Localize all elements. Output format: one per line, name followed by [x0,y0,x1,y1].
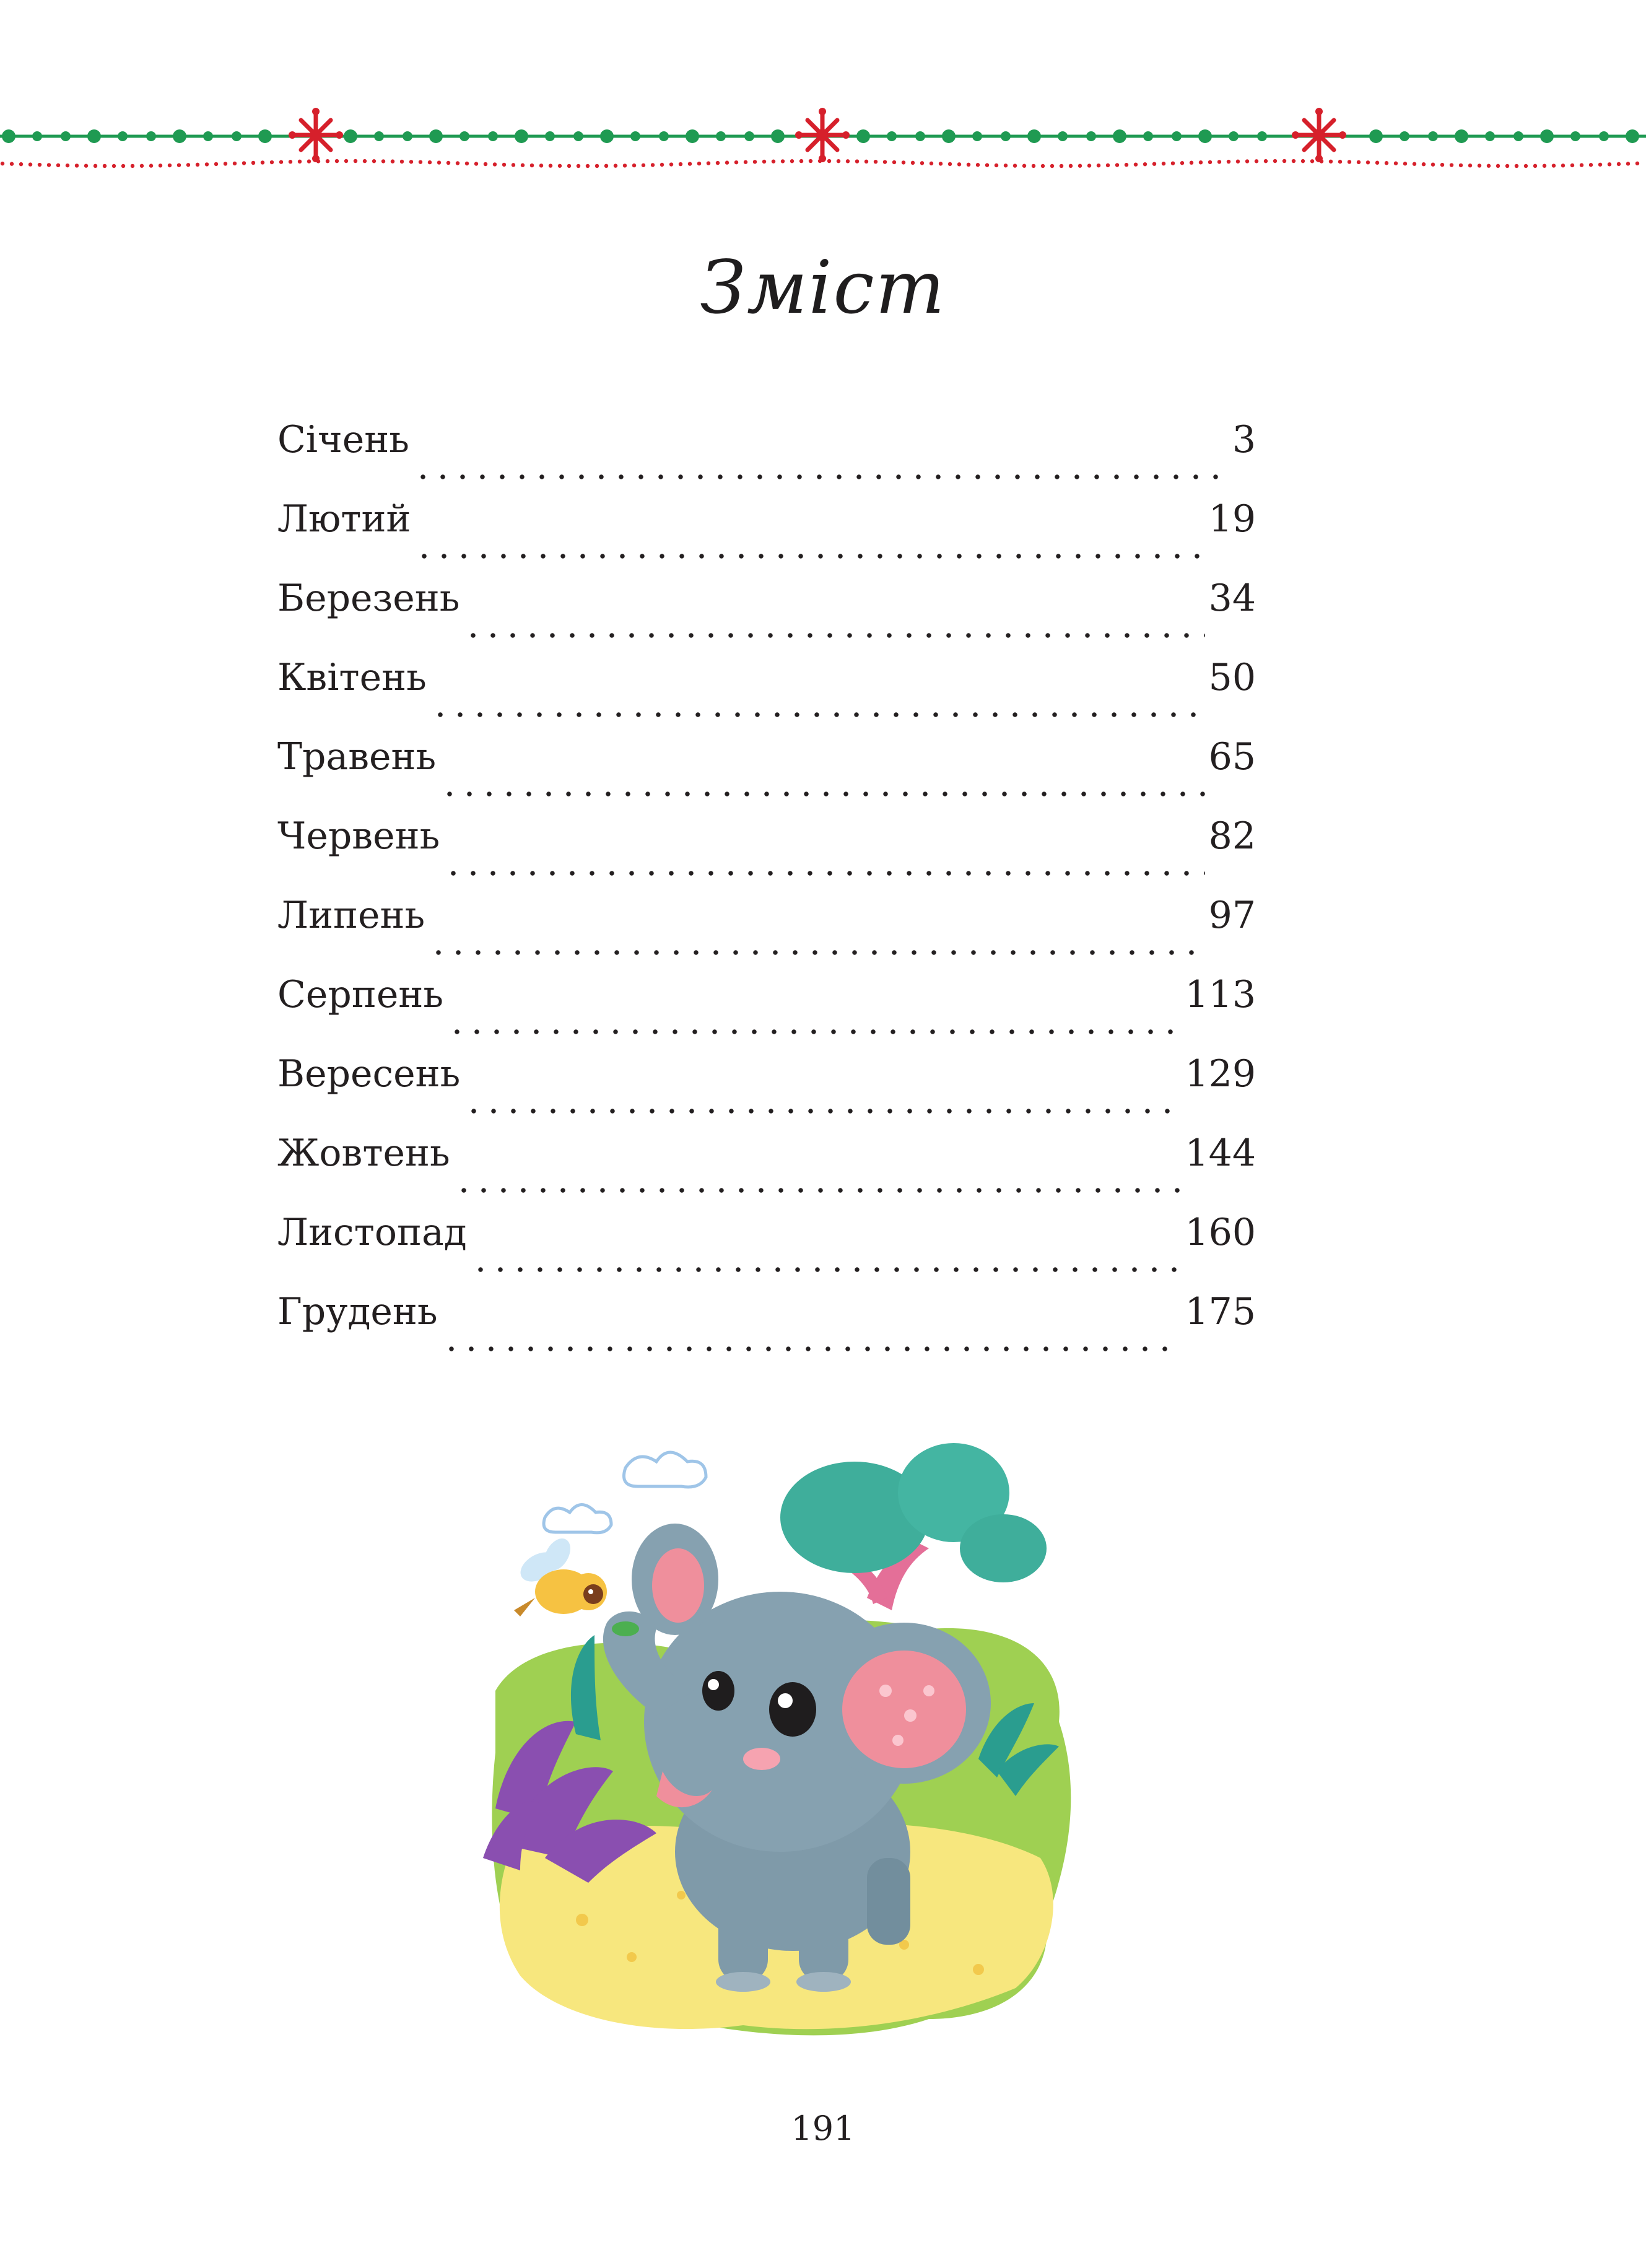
garland-red-dot [1310,159,1314,163]
garland-red-dot [781,159,785,163]
garland-red-dot [1097,164,1100,167]
garland-red-dot [1617,162,1621,166]
garland-bead [1513,131,1523,141]
garland-bead [32,131,42,141]
toc-entry-title: Жовтень [277,1132,450,1175]
garland-red-dot [437,160,441,164]
garland-red-dot [512,163,515,167]
garland-red-dot [1487,164,1491,168]
garland-red-dot [1301,159,1305,163]
toc-entry-page: 50 [1208,656,1256,699]
toc-entry-title: Листопад [277,1211,467,1254]
garland-red-dot [1375,161,1379,165]
toc-entry-page: 113 [1185,973,1256,1016]
garland-red-dot [1366,160,1370,164]
garland-red-dot [1,162,4,165]
garland-red-dot [586,164,590,168]
garland-red-dot [697,162,701,165]
garland-red-dot [186,163,190,167]
garland-red-dot [725,160,729,164]
garland-red-dot [1496,164,1500,168]
garland-red-dot [762,160,766,164]
garland-red-dot [289,160,292,164]
toc-entry-page: 175 [1185,1290,1256,1333]
toc-entry-title: Березень [277,577,460,620]
baby-elephant-illustration [471,1424,1090,2056]
toc-entry-page: 19 [1208,497,1256,541]
garland-red-dot [799,159,803,163]
garland-red-dot [1078,164,1082,167]
garland-red-dot [1413,162,1416,166]
garland-red-dot [1255,159,1258,163]
garland-red-dot [205,162,209,166]
garland-red-dot [456,161,459,165]
garland-red-dot [279,160,283,164]
garland-red-dot [716,161,720,165]
garland-red-dot [326,159,329,163]
garland-red-dot [94,164,97,168]
toc-entry[interactable] [277,652,1256,731]
toc-entry-page: 144 [1185,1132,1256,1175]
toc-entry-title: Січень [277,418,409,461]
garland-red-dot [344,159,348,163]
toc-entry-title: Грудень [277,1290,438,1333]
garland-red-dot [1180,161,1184,165]
garland-red-dot [1348,160,1351,164]
garland-red-dot [502,163,506,167]
dot-leader [440,762,1204,799]
garland-red-dot [995,164,998,167]
toc-entry-title: Вересень [277,1052,461,1096]
garland-red-dot [679,162,682,166]
garland-red-dot [1561,164,1565,167]
garland-red-dot [363,159,367,163]
garland-red-dot [577,164,580,168]
garland-red-dot [19,162,23,166]
garland-bead [87,129,101,143]
garland-red-dot [121,164,125,168]
garland-red-dot [688,162,692,165]
garland-bead [1626,129,1639,143]
garland-red-dot [1422,162,1426,166]
garland-red-dot [1273,159,1277,163]
toc-entry[interactable] [277,969,1256,1048]
garland-red-dot [1338,160,1342,164]
garland-red-dot [1264,159,1268,163]
garland-red-dot [1533,164,1537,168]
garland-red-dot [493,162,497,166]
garland-red-dot [1217,160,1221,164]
garland-red-dot [1227,160,1230,164]
toc-entry[interactable] [277,414,1256,493]
page-title: Зміст [700,245,946,330]
garland-red-dot [1570,164,1574,167]
garland-red-dot [530,164,534,167]
garland-red-dot [1589,163,1593,167]
garland-red-dot [1115,163,1119,167]
snowflake-icon [289,108,343,162]
garland-red-dot [1478,164,1481,167]
toc-entry[interactable] [277,731,1256,810]
garland-red-dot [632,164,636,167]
garland-bead [1027,129,1041,143]
garland-red-dot [558,164,562,168]
garland-red-dot [1552,164,1556,167]
garland-bead [403,131,412,141]
garland-red-dot [233,162,237,165]
garland-bead [2,129,15,143]
garland-bead [203,131,213,141]
garland-red-dot [567,164,571,168]
garland-bead [1001,131,1011,141]
garland-bead [744,131,754,141]
garland-red-dot [214,162,218,166]
garland-bead [258,129,272,143]
dot-leader [430,683,1205,720]
garland-red-dot [1282,159,1286,163]
garland-bead [1257,131,1267,141]
garland-red-dot [1125,163,1128,167]
garland-red-dot [920,161,924,165]
garland-red-dot [1236,160,1240,164]
garland-bead [118,131,128,141]
dot-leader [442,1317,1182,1354]
garland-red-dot [75,164,79,167]
garland-red-dot [604,164,608,168]
garland-red-dot [242,161,246,165]
garland-red-dot [1041,164,1045,168]
garland-bead [887,131,897,141]
garland-red-dot [809,159,812,163]
garland-red-dot [883,160,887,164]
toc-entry-page: 129 [1185,1052,1256,1096]
garland-red-dot [549,164,552,167]
garland-red-dot [270,160,274,164]
garland-red-dot [1524,164,1528,168]
garland-bead [1540,129,1554,143]
garland-red-dot [1403,162,1407,165]
toc-entry[interactable] [277,1206,1256,1286]
garland-red-dot [131,164,134,168]
garland-red-dot [1143,162,1147,166]
garland-red-dot [1543,164,1546,168]
garland-red-dot [38,163,41,167]
toc-entry[interactable] [277,1127,1256,1206]
garland-red-dot [298,160,302,164]
garland-bead [630,131,640,141]
garland-bead [1229,131,1239,141]
garland-red-dot [1208,160,1212,164]
garland-red-dot [28,162,32,166]
garland-red-dot [419,160,422,164]
garland-red-dot [1598,163,1602,167]
garland-red-dot [428,160,432,164]
garland-red-dot [837,159,840,163]
garland-red-dot [1515,164,1518,168]
garland-red-dot [753,160,757,164]
garland-bead [573,131,583,141]
toc-entry[interactable] [277,572,1256,652]
garland-red-dot [354,159,357,163]
garland-red-dot [1134,162,1138,166]
garland-red-dot [967,163,970,167]
garland-red-dot [56,164,60,167]
garland-bead [1369,129,1383,143]
garland-red-dot [827,159,831,163]
garland-bead [1143,131,1153,141]
garland-bead [545,131,555,141]
garland-red-dot [1022,164,1026,168]
garland-bead [659,131,669,141]
garland-red-dot [1199,160,1203,164]
garland-red-dot [864,160,868,164]
garland-bead [942,129,956,143]
garland-red-dot [168,164,172,167]
garland-bead [600,129,614,143]
garland-red-dot [1385,161,1388,165]
garland-red-dot [985,163,989,167]
garland-red-dot [1580,163,1583,167]
dot-leader [413,445,1229,482]
garland-bead [374,131,384,141]
garland-red-dot [1087,164,1091,167]
toc-entry-page: 34 [1208,577,1256,620]
garland-red-dot [1292,159,1295,163]
garland-bead [1198,129,1212,143]
garland-red-dot [772,159,775,163]
garland-bead [232,131,242,141]
garland-bead [972,131,982,141]
dot-leader [471,1237,1182,1275]
toc-entry-page: 3 [1232,418,1256,461]
garland-red-dot [1004,164,1008,167]
garland-red-dot [1357,160,1361,164]
garland-red-dot [1106,164,1110,167]
toc-entry-page: 97 [1208,894,1256,937]
garland-red-dot [261,160,264,164]
garland-red-dot [465,162,469,165]
garland-red-dot [474,162,478,165]
garland-red-dot [614,164,617,167]
garland-red-dot [1440,163,1444,167]
garland-bead [716,131,726,141]
garland-red-dot [874,160,877,164]
garland-bead [856,129,870,143]
garland-red-dot [400,160,404,164]
garland-red-dot [47,163,51,167]
garland-bead [1599,131,1609,141]
garland-bead [686,129,699,143]
garland-red-dot [307,159,311,163]
garland-red-dot [1069,164,1073,168]
garland-red-dot [409,160,413,164]
dot-leader [454,1158,1182,1195]
toc-entry-title: Квітень [277,656,427,699]
garland-red-dot [1050,164,1054,168]
garland-red-dot [10,162,14,165]
garland-red-dot [224,162,227,165]
garland-red-dot [177,163,181,167]
garland-red-dot [595,164,599,168]
garland-red-dot [1152,162,1156,165]
garland-bead [1172,131,1182,141]
garland-bead [173,129,186,143]
garland-red-dot [1608,162,1611,166]
garland-red-dot [391,159,394,163]
garland-bead [1428,131,1438,141]
page-number: 191 [791,2109,855,2148]
garland-red-dot [140,164,144,168]
garland-red-dot [1190,161,1193,165]
garland-red-dot [957,162,961,166]
garland-bead [488,131,498,141]
table-of-contents [277,414,1256,1365]
toc-entry[interactable] [277,1286,1256,1365]
dot-leader [463,603,1204,640]
garland-red-dot [669,162,673,166]
dot-leader [414,524,1204,561]
garland-red-dot [381,159,385,163]
garland-red-dot [651,163,655,167]
garland-red-dot [660,163,664,167]
garland-red-dot [623,164,627,167]
toc-entry[interactable] [277,810,1256,889]
garland-red-dot [446,161,450,165]
dot-leader [464,1079,1181,1116]
garland-red-dot [1162,162,1165,165]
toc-entry-title: Червень [277,814,440,858]
garland-red-dot [707,161,710,165]
toc-entry[interactable] [277,1048,1256,1127]
garland-bead [459,131,469,141]
toc-entry-title: Липень [277,894,425,937]
garland-bead [344,129,357,143]
snowflake-icon [1292,108,1346,162]
garland-red-dot [948,162,952,166]
garland-red-dot [1171,161,1175,165]
garland-red-dot [251,161,255,165]
garland-red-dot [1450,163,1453,167]
garland-red-dot [1060,164,1063,168]
garland-bead [146,131,156,141]
toc-entry-title: Травень [277,735,437,779]
dot-leader [447,1000,1181,1037]
garland-red-dot [112,164,116,168]
garland-red-dot [149,164,153,167]
garland-bead [1086,131,1096,141]
toc-entry-title: Лютий [277,497,411,541]
garland-red-dot [902,160,905,164]
garland-red-dot [1013,164,1017,167]
dot-leader [429,920,1204,957]
toc-entry-page: 65 [1208,735,1256,779]
garland-red-dot [84,164,88,167]
garland-bead [1400,131,1409,141]
garland-red-dot [484,162,487,166]
garland-red-dot [744,160,747,164]
garland-bead [915,131,925,141]
garland-red-dot [1468,164,1472,167]
garland-red-dot [642,164,645,167]
garland-red-dot [539,164,543,167]
garland-bead [771,129,785,143]
toc-entry-page: 82 [1208,814,1256,858]
garland-bead [429,129,443,143]
toc-entry-page: 160 [1185,1211,1256,1254]
garland-red-dot [1505,164,1509,168]
garland-red-dot [1626,162,1630,165]
garland-red-dot [103,164,107,168]
garland-red-dot [1459,164,1463,167]
garland-red-dot [1329,160,1333,164]
garland-bead [1570,131,1580,141]
garland-red-dot [372,159,376,163]
garland-red-dot [1635,162,1639,165]
garland-bead [1058,131,1068,141]
garland-red-dot [911,161,915,165]
toc-entry[interactable] [277,889,1256,969]
garland-red-dot [521,164,525,167]
garland-red-dot [66,164,69,167]
garland-bead [1455,129,1468,143]
garland-red-dot [1032,164,1035,168]
garland-bead [61,131,71,141]
toc-entry-title: Серпень [277,973,443,1016]
garland-red-dot [930,162,933,165]
garland-bead [1485,131,1495,141]
garland-bead [1113,129,1126,143]
garland-red-dot [734,160,738,164]
garland-red-dot [892,160,896,164]
garland-red-dot [790,159,794,163]
garland-red-dot [976,163,980,167]
garland-red-dot [846,159,850,163]
garland-border [0,99,1646,186]
toc-entry[interactable] [277,493,1256,572]
garland-red-dot [939,162,943,165]
garland-red-dot [196,163,199,167]
garland-bead [515,129,528,143]
garland-red-dot [1431,162,1435,166]
garland-red-dot [855,159,859,163]
garland-red-dot [1394,162,1398,165]
garland-red-dot [1245,159,1249,163]
garland-red-dot [159,164,162,167]
garland-red-dot [335,159,339,163]
snowflake-icon [795,108,850,162]
dot-leader [443,841,1204,878]
